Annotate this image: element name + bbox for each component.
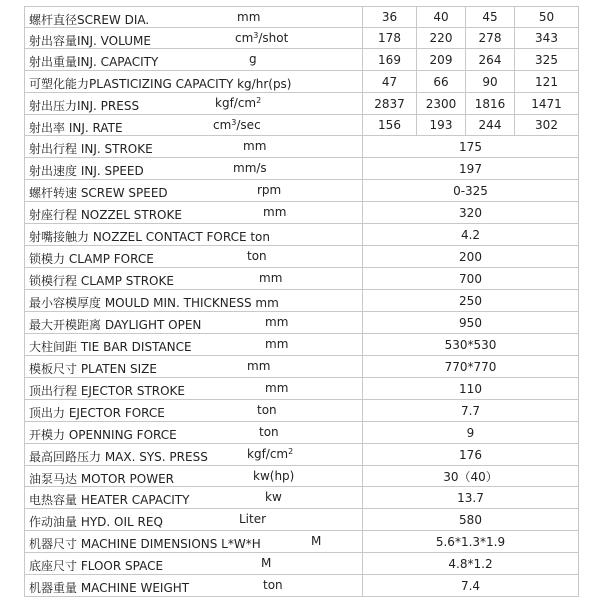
spec-row — [25, 115, 579, 136]
spec-name: 开模力 OPENNING FORCE — [29, 428, 177, 442]
spec-row — [25, 378, 579, 400]
spec-row — [25, 49, 579, 71]
spec-name: 机器重量 MACHINE WEIGHT — [29, 581, 190, 595]
spec-value-merged: 176 — [363, 444, 579, 466]
unit-base: kgf/cm — [247, 447, 289, 461]
spec-value: 66 — [417, 71, 466, 93]
spec-unit — [263, 205, 286, 219]
spec-label-cell — [25, 246, 363, 268]
spec-name: 电热容量 HEATER CAPACITY — [29, 493, 190, 507]
unit-base: mm — [259, 271, 283, 285]
spec-row — [25, 334, 579, 356]
spec-row — [25, 509, 579, 531]
spec-name: 锁模力 CLAMP FORCE — [29, 252, 154, 266]
spec-row — [25, 7, 579, 28]
spec-label-cell — [25, 444, 363, 466]
spec-unit — [239, 512, 266, 526]
spec-label-cell — [25, 334, 363, 356]
spec-row — [25, 422, 579, 444]
spec-table — [24, 6, 579, 597]
unit-tail: /shot — [258, 31, 289, 45]
spec-label-cell — [25, 290, 363, 312]
spec-value: 244 — [466, 115, 515, 136]
spec-row — [25, 553, 579, 575]
spec-label-cell — [25, 7, 363, 28]
spec-label-cell — [25, 158, 363, 180]
spec-unit — [259, 425, 279, 439]
spec-unit — [213, 118, 261, 132]
spec-value-merged: 200 — [363, 246, 579, 268]
spec-value: 169 — [363, 49, 417, 71]
spec-name: 射出速度 INJ. SPEED — [29, 164, 144, 178]
spec-value-merged: 250 — [363, 290, 579, 312]
unit-base: kw(hp) — [253, 469, 295, 483]
spec-name: 最高回路压力 MAX. SYS. PRESS — [29, 450, 208, 464]
spec-label-cell — [25, 115, 363, 136]
spec-row — [25, 71, 579, 93]
spec-unit — [235, 31, 288, 45]
spec-value-merged: 4.8*1.2 — [363, 553, 579, 575]
spec-unit — [261, 556, 271, 570]
spec-unit — [265, 490, 282, 504]
unit-base: mm — [263, 205, 287, 219]
spec-label-cell — [25, 553, 363, 575]
spec-row — [25, 531, 579, 553]
spec-label-cell — [25, 575, 363, 597]
spec-name: 射出率 INJ. RATE — [29, 121, 123, 135]
spec-name: 最大开模距离 DAYLIGHT OPEN — [29, 318, 202, 332]
spec-label-cell — [25, 487, 363, 509]
spec-row — [25, 246, 579, 268]
spec-row — [25, 93, 579, 115]
spec-name: 射出容量INJ. VOLUME — [29, 34, 151, 48]
spec-label-cell — [25, 224, 363, 246]
spec-row — [25, 466, 579, 487]
spec-unit — [257, 183, 281, 197]
spec-label-cell — [25, 180, 363, 202]
unit-base: ton — [247, 249, 267, 263]
spec-row — [25, 356, 579, 378]
spec-value: 50 — [515, 7, 579, 28]
spec-value-merged: 110 — [363, 378, 579, 400]
spec-unit — [233, 161, 267, 175]
unit-base: mm — [265, 337, 289, 351]
unit-base: rpm — [257, 183, 282, 197]
spec-value-merged: 7.7 — [363, 400, 579, 422]
spec-value-merged: 9 — [363, 422, 579, 444]
unit-base: cm — [213, 118, 232, 132]
spec-name: 大柱间距 TIE BAR DISTANCE — [29, 340, 192, 354]
spec-unit — [249, 52, 257, 66]
spec-name: 可塑化能力PLASTICIZING CAPACITY kg/hr(ps) — [29, 77, 292, 91]
spec-label-cell — [25, 202, 363, 224]
spec-row — [25, 575, 579, 597]
spec-value: 343 — [515, 28, 579, 49]
spec-label-cell — [25, 136, 363, 158]
spec-value-merged: 197 — [363, 158, 579, 180]
spec-row — [25, 180, 579, 202]
spec-value: 47 — [363, 71, 417, 93]
spec-label-cell — [25, 268, 363, 290]
spec-value: 40 — [417, 7, 466, 28]
spec-unit — [247, 249, 267, 263]
spec-row — [25, 444, 579, 466]
spec-unit — [247, 447, 293, 461]
spec-name: 锁模行程 CLAMP STROKE — [29, 274, 174, 288]
spec-label-cell — [25, 356, 363, 378]
spec-value-merged: 770*770 — [363, 356, 579, 378]
spec-value: 302 — [515, 115, 579, 136]
spec-unit — [237, 10, 260, 24]
unit-base: mm — [237, 10, 261, 24]
spec-unit — [265, 337, 288, 351]
unit-base: kw — [265, 490, 282, 504]
spec-label-cell — [25, 71, 363, 93]
spec-value-merged: 320 — [363, 202, 579, 224]
spec-row — [25, 268, 579, 290]
spec-value-merged: 0-325 — [363, 180, 579, 202]
spec-name: 射出行程 INJ. STROKE — [29, 142, 153, 156]
spec-unit — [311, 534, 321, 548]
spec-unit — [243, 139, 266, 153]
spec-name: 螺杆直径SCREW DIA. — [29, 13, 150, 27]
spec-value-merged: 7.4 — [363, 575, 579, 597]
spec-name: 螺杆转速 SCREW SPEED — [29, 186, 168, 200]
unit-superscript: 2 — [256, 96, 262, 105]
unit-base: mm — [247, 359, 271, 373]
spec-name: 射座行程 NOZZEL STROKE — [29, 208, 182, 222]
spec-row — [25, 28, 579, 49]
spec-value: 264 — [466, 49, 515, 71]
spec-value: 193 — [417, 115, 466, 136]
spec-row — [25, 202, 579, 224]
unit-base: M — [311, 534, 322, 548]
unit-base: ton — [257, 403, 277, 417]
unit-superscript: 3 — [231, 118, 237, 127]
unit-base: mm — [265, 381, 289, 395]
spec-unit — [265, 381, 288, 395]
spec-row — [25, 487, 579, 509]
spec-name: 最小容模厚度 MOULD MIN. THICKNESS mm — [29, 296, 279, 310]
spec-name: 机器尺寸 MACHINE DIMENSIONS L*W*H — [29, 537, 261, 551]
unit-tail: /sec — [236, 118, 261, 132]
spec-value: 90 — [466, 71, 515, 93]
spec-name: 作动油量 HYD. OIL REQ — [29, 515, 163, 529]
spec-value: 178 — [363, 28, 417, 49]
spec-value-merged: 950 — [363, 312, 579, 334]
spec-value-merged: 580 — [363, 509, 579, 531]
spec-label-cell — [25, 49, 363, 71]
unit-base: ton — [263, 578, 283, 592]
unit-base: mm/s — [233, 161, 267, 175]
spec-label-cell — [25, 400, 363, 422]
spec-label-cell — [25, 378, 363, 400]
spec-value: 325 — [515, 49, 579, 71]
spec-value: 36 — [363, 7, 417, 28]
spec-value-merged: 30（40） — [363, 466, 579, 487]
spec-unit — [257, 403, 277, 417]
spec-value: 2837 — [363, 93, 417, 115]
unit-base: Liter — [239, 512, 267, 526]
unit-superscript: 3 — [253, 31, 259, 40]
spec-label-cell — [25, 509, 363, 531]
unit-base: g — [249, 52, 257, 66]
spec-label-cell — [25, 531, 363, 553]
spec-name: 顶出力 EJECTOR FORCE — [29, 406, 165, 420]
spec-value: 220 — [417, 28, 466, 49]
unit-base: kgf/cm — [215, 96, 257, 110]
spec-value-merged: 175 — [363, 136, 579, 158]
spec-value: 209 — [417, 49, 466, 71]
spec-unit — [263, 578, 283, 592]
spec-unit — [265, 315, 288, 329]
unit-base: ton — [259, 425, 279, 439]
spec-name: 底座尺寸 FLOOR SPACE — [29, 559, 164, 573]
spec-row — [25, 158, 579, 180]
spec-label-cell — [25, 28, 363, 49]
spec-label-cell — [25, 466, 363, 487]
spec-value: 45 — [466, 7, 515, 28]
spec-value-merged: 530*530 — [363, 334, 579, 356]
spec-row — [25, 400, 579, 422]
spec-value: 278 — [466, 28, 515, 49]
spec-value: 156 — [363, 115, 417, 136]
spec-row — [25, 224, 579, 246]
unit-base: cm — [235, 31, 254, 45]
spec-name: 射出压力INJ. PRESS — [29, 99, 140, 113]
spec-unit — [259, 271, 282, 285]
spec-value: 1816 — [466, 93, 515, 115]
spec-unit — [215, 96, 261, 110]
spec-value: 121 — [515, 71, 579, 93]
spec-value-merged: 5.6*1.3*1.9 — [363, 531, 579, 553]
spec-label-cell — [25, 312, 363, 334]
spec-name: 射嘴接触力 NOZZEL CONTACT FORCE ton — [29, 230, 270, 244]
spec-label-cell — [25, 422, 363, 444]
spec-name: 射出重量INJ. CAPACITY — [29, 55, 159, 69]
spec-row — [25, 290, 579, 312]
spec-row — [25, 136, 579, 158]
spec-value-merged: 700 — [363, 268, 579, 290]
spec-row — [25, 312, 579, 334]
spec-value: 2300 — [417, 93, 466, 115]
unit-superscript: 2 — [288, 447, 294, 456]
spec-value: 1471 — [515, 93, 579, 115]
spec-name: 油泵马达 MOTOR POWER — [29, 472, 175, 486]
spec-unit — [247, 359, 270, 373]
spec-name: 顶出行程 EJECTOR STROKE — [29, 384, 186, 398]
spec-value-merged: 4.2 — [363, 224, 579, 246]
unit-base: mm — [243, 139, 267, 153]
spec-label-cell — [25, 93, 363, 115]
spec-name: 模板尺寸 PLATEN SIZE — [29, 362, 157, 376]
unit-base: M — [261, 556, 272, 570]
spec-unit — [253, 469, 294, 483]
spec-value-merged: 13.7 — [363, 487, 579, 509]
unit-base: mm — [265, 315, 289, 329]
